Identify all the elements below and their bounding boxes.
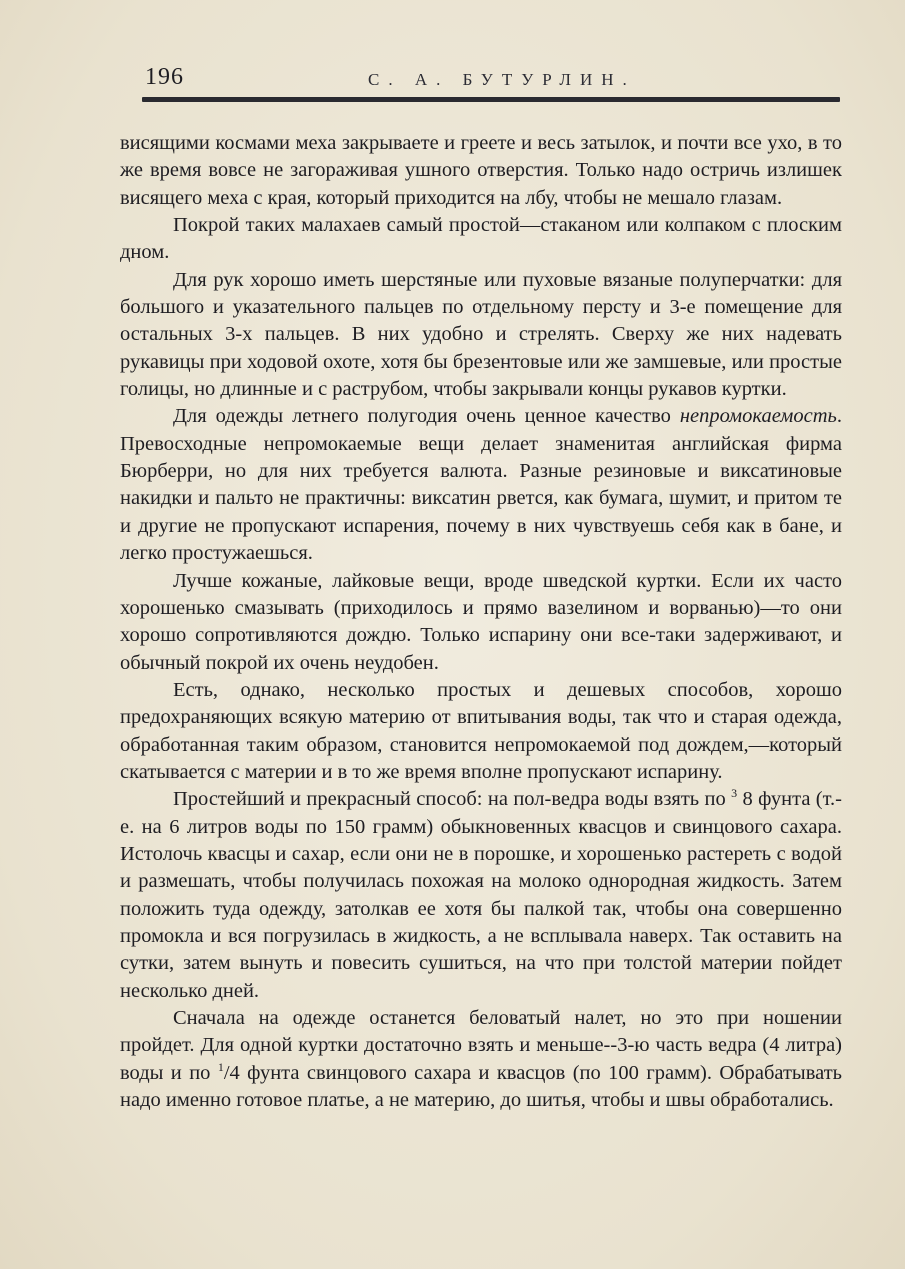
paragraph: Лучше кожаные, лайковые вещи, вроде шведской куртки. Если их часто хорошенько смазывать (приходилось и прямо вазелином и ворванью)—то они хорошо сопротивляются дождю. Только испарину они все-таки задерживают, и обычный покрой их очень неудобен. [120, 569, 842, 674]
paragraph-text: 8 фунта (т.-е. на 6 литров воды по 150 грамм) обыкновенных квасцов и свинцового сахара. Истолочь квасцы и сахар, если они не в порошке, и хорошенько растереть с водой и размешать, чтобы получилась похожая на молоко однородная жидкость. Затем положить туда одежду, затолкав ее хотя бы палкой так, чтобы она совершенно промокла и вся погрузилась в жидкость, а не всплывала наверх. Так оставить на сутки, затем вынуть и повесить сушиться, на что при толстой материи пойдет несколько дней. [120, 788, 842, 1002]
paragraph-text: Простейший и прекрасный способ: на пол-ведра воды взять по [173, 788, 732, 811]
paragraph: висящими космами меха закрываете и греете и весь затылок, и почти все ухо, в то же время вовсе не загораживая ушного отверстия. Только надо остричь излишек висящего меха с края, который приходится на лбу, чтобы не мешало глазам. [120, 132, 842, 209]
paragraph [120, 403, 842, 567]
paragraph-text: /4 фунта свинцового сахара и квасцов (по 100 грамм). Обрабатывать надо именно готовое платье, а не материю, до шитья, чтобы и швы обработались. [120, 1061, 842, 1112]
header-rule [142, 97, 840, 102]
paragraph: Покрой таких малахаев самый простой—стаканом или колпаком с плоским дном. [120, 214, 842, 264]
fraction-numerator: 1 [217, 1059, 224, 1074]
paragraph-text: . Превосходные непромокаемые вещи делает знаменитая английская фирма Бюрберри, но для них требуется валюта. Разные резиновые и виксатиновые накидки и пальто не практичны: виксатин рвется, как бумага, шумит, и притом те и другие не пропускают испарения, почему в них чувствуешь себя как в бане, и легко простужаешься. [120, 405, 842, 565]
page-header [142, 62, 842, 98]
emphasized-term: непромокаемость [679, 405, 837, 428]
paragraph [120, 1005, 842, 1114]
page-number: 196 [145, 64, 184, 90]
paragraph-text: Для одежды летнего полугодия очень ценное качество [173, 405, 680, 428]
paragraph [120, 786, 842, 1005]
paragraph: Для рук хорошо иметь шерстяные или пуховые вязаные полуперчатки: для большого и указательного пальцев по отдельному персту и 3-е помещение для остальных 3-х пальцев. В них удобно и стрелять. Сверху же них надевать рукавицы при ходовой охоте, хотя бы брезентовые или же замшевые, или простые голицы, но длинные и с раструбом, чтобы закрывали концы рукавов куртки. [120, 268, 842, 401]
fraction-numerator: 3 [731, 786, 738, 801]
body-text [120, 130, 842, 1114]
running-head: С. А. БУТУРЛИН. [368, 70, 636, 89]
paragraph-text: Сначала на одежде останется беловатый налет, но это при ношении пройдет. Для одной куртки достаточно взять и меньше--3-ю часть ведра (4 литра) воды и по [120, 1007, 842, 1084]
paragraph: Есть, однако, несколько простых и дешевых способов, хорошо предохраняющих всякую материю от впитывания воды, так что и старая одежда, обработанная таким образом, становится непромокаемой под дождем,—который скатывается с материи и в то же время вполне пропускают испарину. [120, 678, 842, 783]
